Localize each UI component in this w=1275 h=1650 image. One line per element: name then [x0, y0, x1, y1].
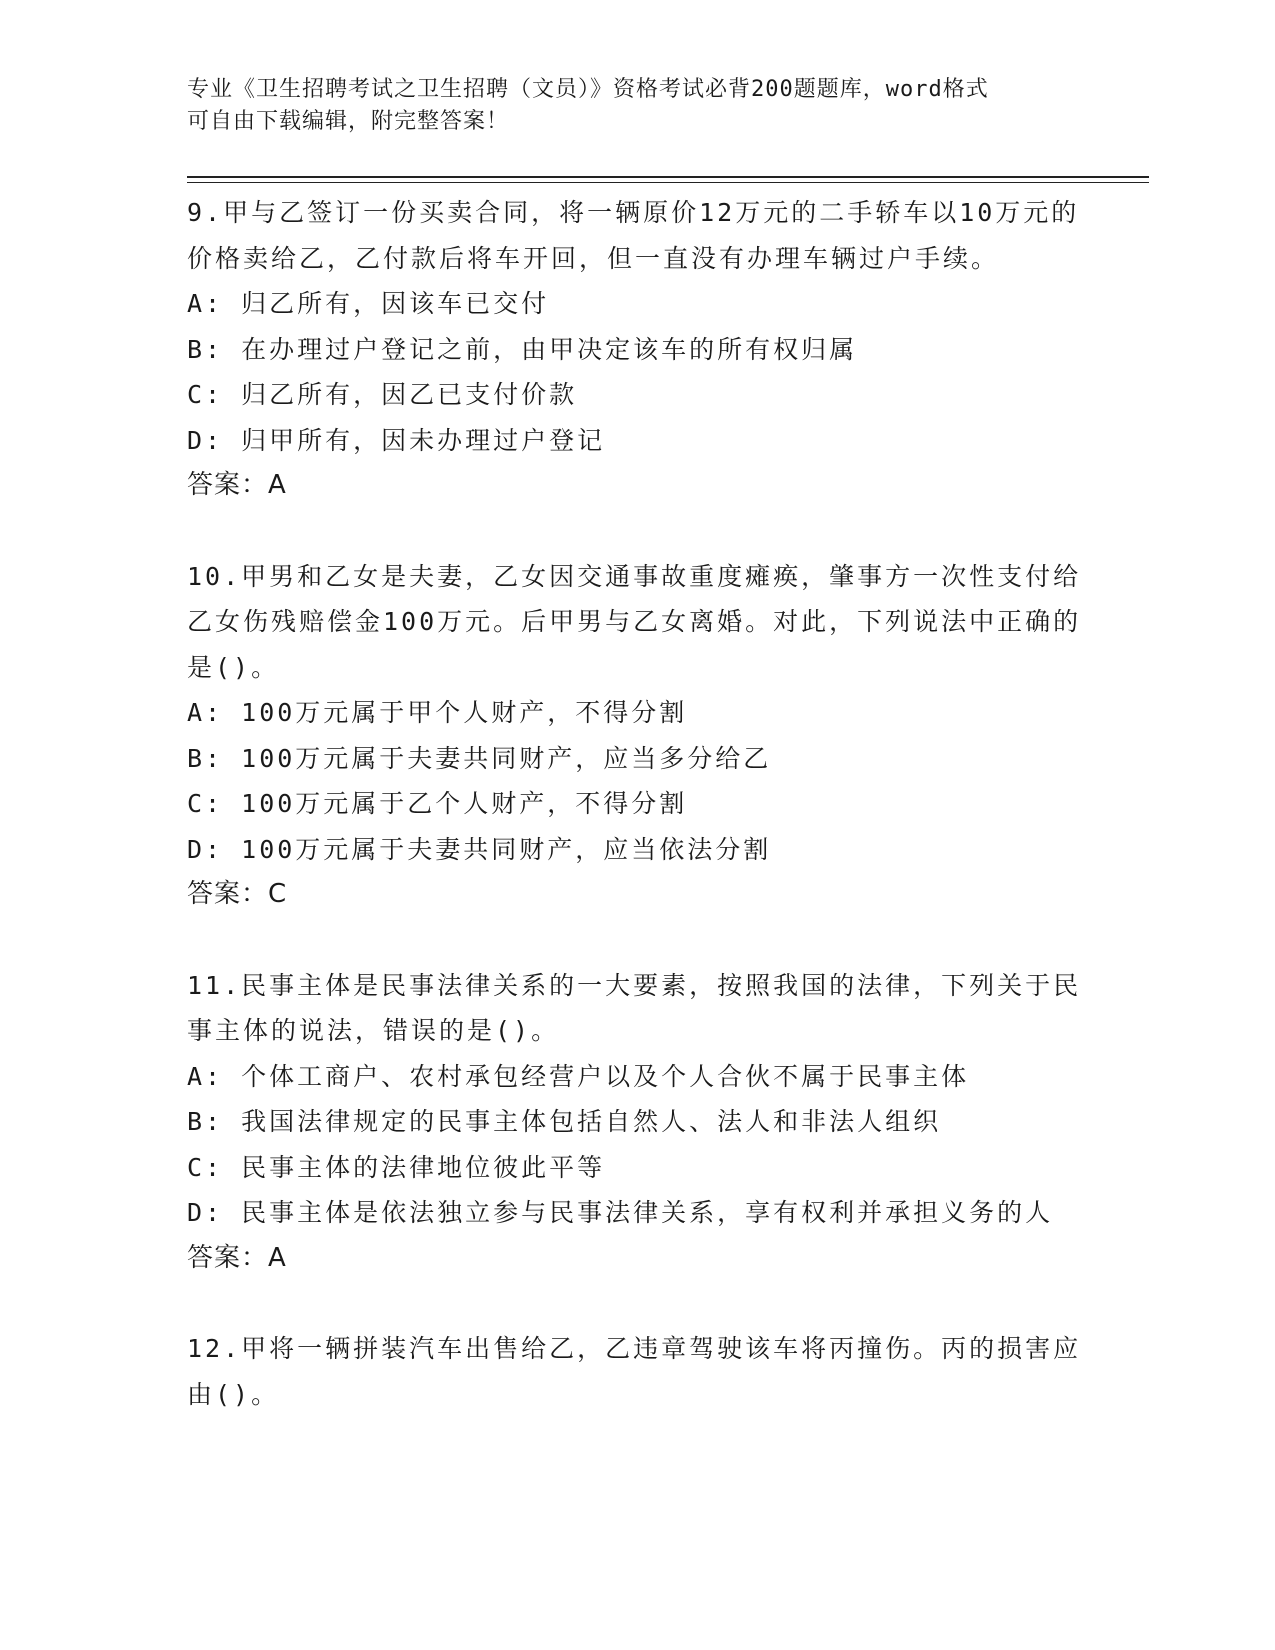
option-c: C: 民事主体的法律地位彼此平等 — [187, 1152, 606, 1182]
option-a: A: 归乙所有，因该车已交付 — [187, 289, 550, 318]
question-10 — [187, 554, 1087, 918]
answer: 答案：A — [187, 1242, 287, 1273]
option-c: C: 100万元属于乙个人财产，不得分割 — [187, 789, 688, 818]
option-d: D: 归甲所有，因未办理过户登记 — [187, 425, 606, 455]
option-a: A: 个体工商户、农村承包经营户以及个人合伙不属于民事主体 — [187, 1061, 970, 1091]
question-12 — [187, 1326, 1087, 1417]
question-stem: 10.甲男和乙女是夫妻，乙女因交通事故重度瘫痪，肇事方一次性支付给乙女伤残赔偿金100万元。后甲男与乙女离婚。对此，下列说法中正确的是()。 — [187, 561, 1082, 682]
option-a: A: 100万元属于甲个人财产，不得分割 — [187, 698, 688, 727]
question-9 — [187, 190, 1087, 509]
option-b: B: 在办理过户登记之前，由甲决定该车的所有权归属 — [187, 334, 858, 364]
question-stem: 11.民事主体是民事法律关系的一大要素，按照我国的法律，下列关于民事主体的说法，错误的是()。 — [187, 970, 1082, 1045]
header-line-1: 专业《卫生招聘考试之卫生招聘（文员）》资格考试必背200题题库，word格式 — [187, 77, 989, 102]
option-c: C: 归乙所有，因乙已支付价款 — [187, 380, 578, 409]
question-list — [187, 190, 1087, 1462]
answer: 答案：C — [187, 879, 288, 909]
option-d: D: 民事主体是依法独立参与民事法律关系，享有权利并承担义务的人 — [187, 1198, 1054, 1227]
question-11 — [187, 963, 1087, 1282]
question-stem: 12.甲将一辆拼装汽车出售给乙，乙违章驾驶该车将丙撞伤。丙的损害应由()。 — [187, 1334, 1082, 1409]
document-header — [187, 74, 1087, 138]
header-divider-thick — [187, 176, 1149, 178]
option-b: B: 我国法律规定的民事主体包括自然人、法人和非法人组织 — [187, 1107, 942, 1136]
option-b: B: 100万元属于夫妻共同财产，应当多分给乙 — [187, 743, 772, 773]
question-stem: 9.甲与乙签订一份买卖合同，将一辆原价12万元的二手轿车以10万元的价格卖给乙，乙付款后将车开回，但一直没有办理车辆过户手续。 — [187, 198, 1080, 273]
option-d: D: 100万元属于夫妻共同财产，应当依法分割 — [187, 834, 772, 864]
header-divider-thin — [187, 182, 1149, 183]
header-line-2: 可自由下载编辑，附完整答案！ — [187, 109, 510, 134]
answer: 答案：A — [187, 470, 287, 500]
